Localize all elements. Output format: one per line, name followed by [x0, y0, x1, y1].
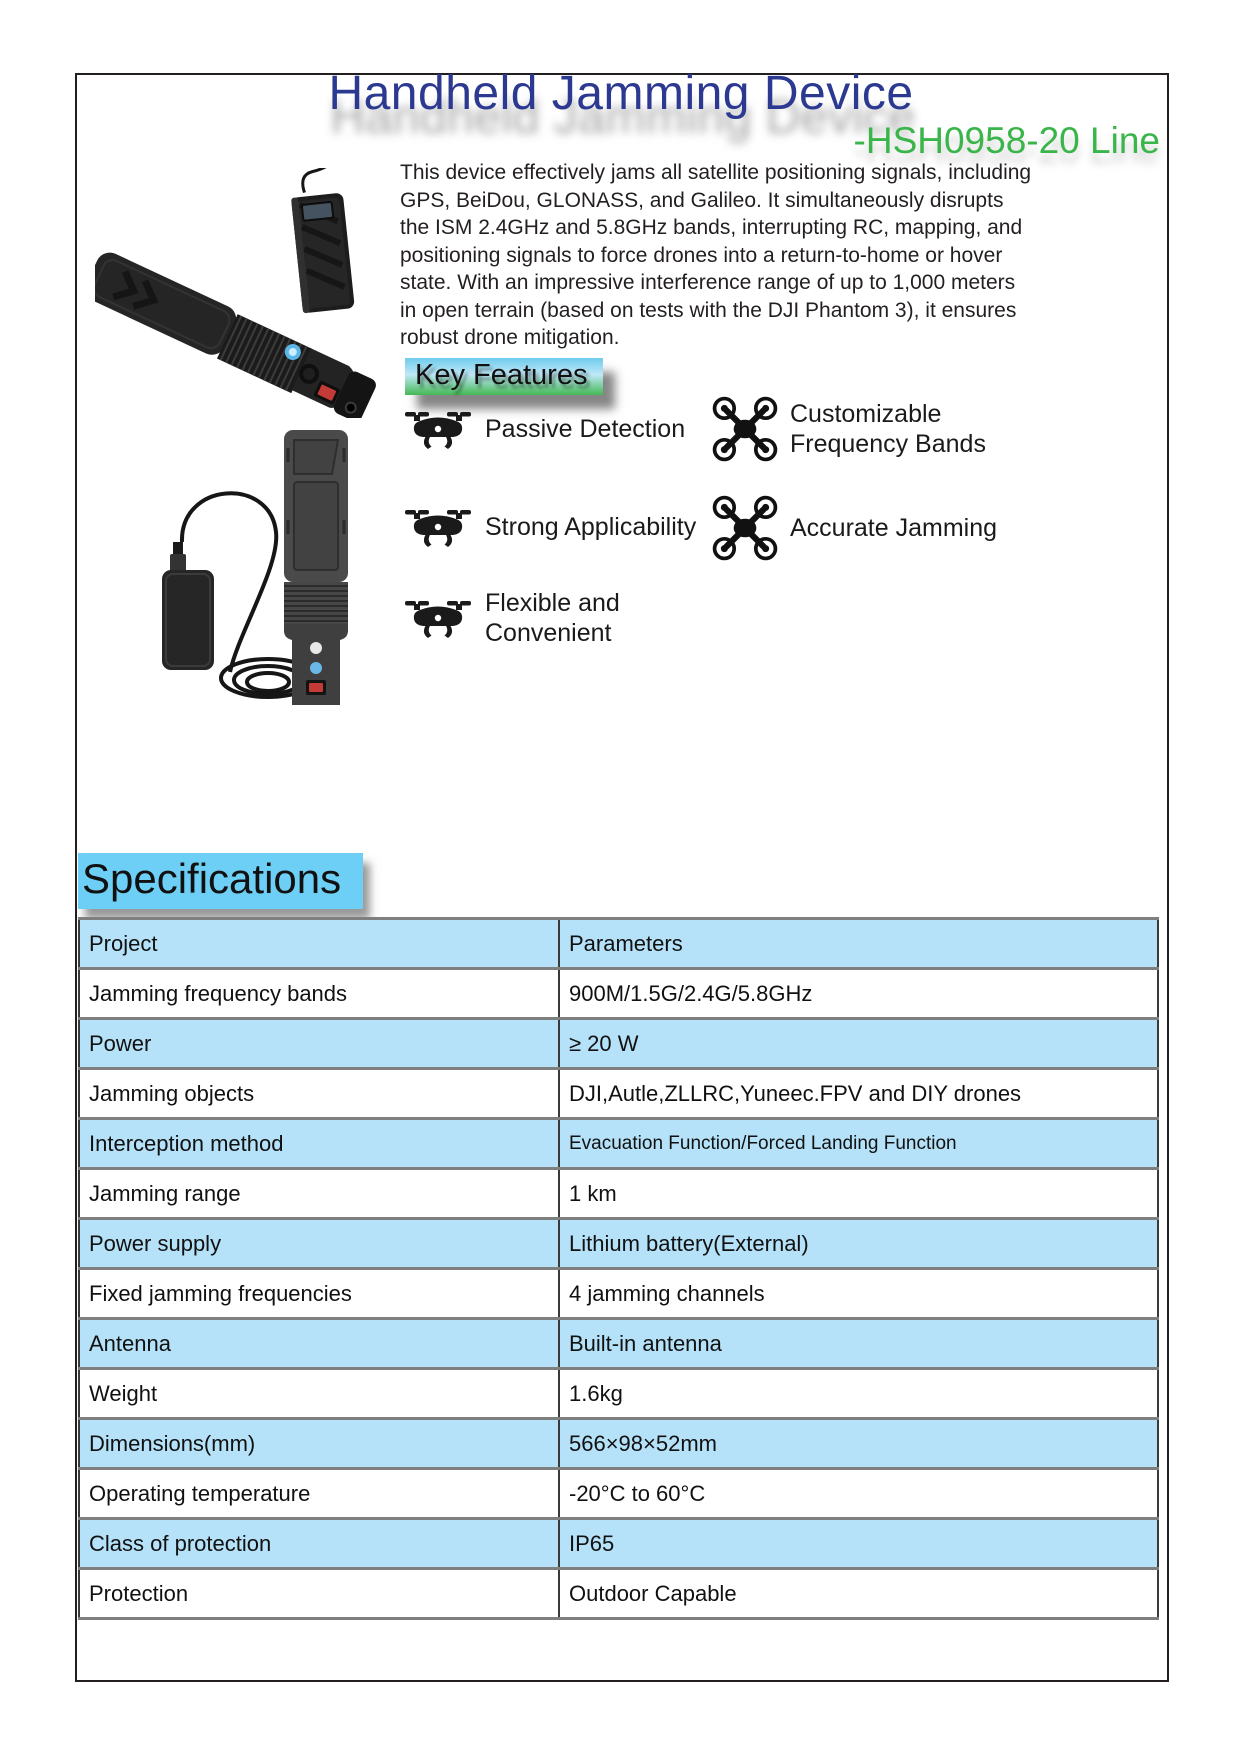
feature-customizable-frequency-bands: [712, 396, 1002, 462]
model-subtitle: -HSH0958-20 Line: [853, 120, 1160, 161]
drone-top-icon: [712, 396, 778, 462]
spec-param-cell: 1.6kg: [559, 1369, 1158, 1419]
spec-project-cell: Jamming objects: [79, 1069, 559, 1119]
product-photo-wand-and-battery: [95, 168, 415, 418]
spec-project-cell: Protection: [79, 1569, 559, 1619]
spec-project-cell: Class of protection: [79, 1519, 559, 1569]
spec-param-cell: Lithium battery(External): [559, 1219, 1158, 1269]
spec-param-cell: Built-in antenna: [559, 1319, 1158, 1369]
specifications-heading: Specifications: [78, 853, 363, 909]
spec-row: [79, 1019, 1158, 1069]
feature-strong-applicability: [405, 504, 696, 550]
specifications-table: [78, 917, 1159, 1620]
spec-row: [79, 1069, 1158, 1119]
feature-label: Passive Detection: [485, 415, 686, 443]
spec-param-cell: 900M/1.5G/2.4G/5.8GHz: [559, 969, 1158, 1019]
spec-param-cell: -20°C to 60°C: [559, 1469, 1158, 1519]
spec-project-cell: Dimensions(mm): [79, 1419, 559, 1469]
feature-passive-detection: [405, 406, 685, 452]
spec-row: [79, 1469, 1158, 1519]
drone-top-icon: [712, 495, 778, 561]
spec-row: [79, 1119, 1158, 1169]
feature-label: Accurate Jamming: [790, 514, 998, 542]
spec-param-cell: 4 jamming channels: [559, 1269, 1158, 1319]
spec-row: [79, 1369, 1158, 1419]
drone-side-icon: [405, 504, 473, 550]
product-photo-wand-with-cable: [118, 420, 418, 705]
spec-row: [79, 1569, 1158, 1619]
spec-project-cell: Operating temperature: [79, 1469, 559, 1519]
feature-accurate-jamming: [712, 495, 997, 561]
feature-flexible-and-convenient: [405, 588, 643, 648]
product-description: This device effectively jams all satellite positioning signals, including GPS, BeiDou, GLONASS, and Galileo. It simultaneously disrupts the ISM 2.4GHz and 5.8GHz bands, interrupting RC, mapping, and positioning signals to force drones into a return-to-home or hover state. With an impressive interference range of up to 1,000 meters in open terrain (based on tests with the DJI Phantom 3), it ensures robust drone mitigation.: [400, 161, 1032, 349]
spec-project-cell: Antenna: [79, 1319, 559, 1369]
feature-label: Customizable Frequency Bands: [790, 400, 986, 458]
feature-label: Strong Applicability: [485, 513, 697, 541]
spec-col-project: Project: [79, 919, 559, 969]
spec-project-cell: Interception method: [79, 1119, 559, 1169]
spec-row: [79, 1419, 1158, 1469]
page-title: Handheld Jamming Device: [328, 67, 914, 120]
spec-param-cell: DJI,Autle,ZLLRC,Yuneec.FPV and DIY drones: [559, 1069, 1158, 1119]
spec-param-cell: 566×98×52mm: [559, 1419, 1158, 1469]
drone-side-icon: [405, 406, 473, 452]
spec-param-cell: Evacuation Function/Forced Landing Function: [559, 1119, 1158, 1169]
spec-project-cell: Jamming range: [79, 1169, 559, 1219]
spec-row: [79, 1219, 1158, 1269]
spec-header-row: [79, 919, 1158, 969]
spec-param-cell: IP65: [559, 1519, 1158, 1569]
spec-project-cell: Weight: [79, 1369, 559, 1419]
spec-row: [79, 1519, 1158, 1569]
spec-project-cell: Power: [79, 1019, 559, 1069]
spec-project-cell: Fixed jamming frequencies: [79, 1269, 559, 1319]
spec-row: [79, 1319, 1158, 1369]
spec-param-cell: Outdoor Capable: [559, 1569, 1158, 1619]
feature-label: Flexible and Convenient: [485, 589, 620, 647]
spec-row: [79, 1269, 1158, 1319]
spec-row: [79, 1169, 1158, 1219]
drone-side-icon: [405, 595, 473, 641]
spec-param-cell: ≥ 20 W: [559, 1019, 1158, 1069]
spec-row: [79, 969, 1158, 1019]
spec-col-parameters: Parameters: [559, 919, 1158, 969]
spec-param-cell: 1 km: [559, 1169, 1158, 1219]
spec-project-cell: Power supply: [79, 1219, 559, 1269]
key-features-heading: Key Features: [405, 358, 603, 395]
spec-project-cell: Jamming frequency bands: [79, 969, 559, 1019]
